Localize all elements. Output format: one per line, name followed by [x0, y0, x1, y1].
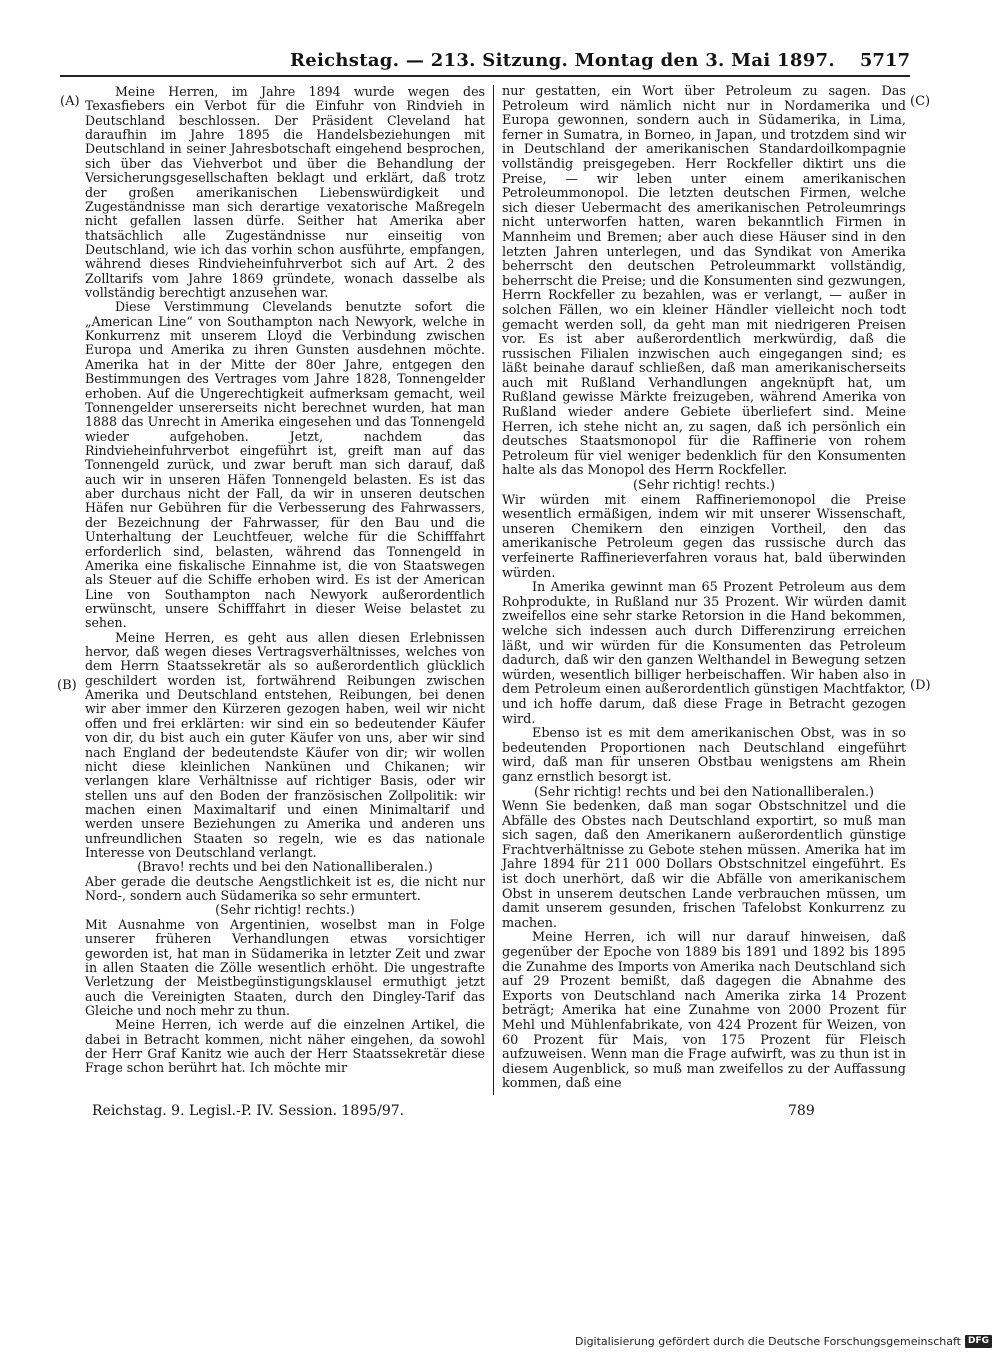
interjection-remark: (Sehr richtig! rechts.) [633, 478, 775, 494]
paragraph: Wenn Sie bedenken, daß man sogar Obstschnitzel und die Abfälle des Obstes nach Deutschland exportirt, so muß man sich sagen, daß den Amerikanern außerordentlich günstige Frachtverhältnisse zu Gebote stehen müssen. Amerika hat im Jahre 1894 für 211 000 Dollars Obstschnitzel eingeführt. Es ist doch unerhört, daß wir die Abfälle von amerikanischem Obst in unserem deutschen Lande verbrauchen müssen, um damit unserem gesunden, frischen Tafelobst Konkurrenz zu machen. [502, 799, 906, 931]
header-rule [60, 75, 910, 77]
margin-marker-b: (B) [57, 678, 77, 693]
paragraph: Meine Herren, ich will nur darauf hinweisen, daß gegenüber der Epoche von 1889 bis 1891 und 1892 bis 1895 die Zunahme des Imports von Amerika nach Deutschland sich auf 29 Prozent bemißt, daß dagegen die Abnahme des Exports von Deutschland nach Amerika zirka 14 Prozent beträgt; Amerika hat eine Zunahme von 2000 Prozent für Mehl und Mühlenfabrikate, von 424 Prozent für Weizen, von 60 Prozent für Mais, von 175 Prozent für Fleisch aufzuweisen. Wenn man die Frage aufwirft, was zu thun ist in diesem Augenblick, so muß man zweifellos zu der Auffassung kommen, daß eine [502, 930, 906, 1092]
interjection-remark: (Sehr richtig! rechts.) [215, 902, 355, 918]
margin-marker-a: (A) [60, 94, 80, 109]
paragraph: Aber gerade die deutsche Aengstlichkeit ist es, die nicht nur Nord-, sondern auch Südamerika so sehr ermuntert. [85, 873, 485, 904]
margin-marker-c: (C) [910, 94, 931, 109]
interjection-remark: (Bravo! rechts und bei den Nationalliberalen.) [137, 859, 433, 875]
column-divider [493, 85, 494, 1095]
paragraph: Mit Ausnahme von Argentinien, woselbst man in Folge unserer früheren Verhandlungen etwas vorsichtiger geworden ist, hat man in Südamerika in letzter Zeit und zwar in allen Staaten die Zölle wesentlich erhöht. Die ungestrafte Verletzung der Meistbegünstigungsklausel ermuthigt jetzt auch die Vereinigten Staaten, durch den Dingley-Tarif das Gleiche und noch mehr zu thun. [85, 916, 485, 1018]
paragraph: nur gestatten, ein Wort über Petroleum zu sagen. Das Petroleum wird nämlich nicht nur in Nordamerika und Europa gewonnen, sondern auch in Südamerika, in Lima, ferner in Sumatra, in Borneo, in Japan, und trotzdem sind wir in Deutschland der amerikanischen Standardoilkompagnie vollständig preisgegeben. Herr Rockfeller diktirt uns die Preise, — wir leben unter einem amerikanischen Petroleummonopol. Die letzten deutschen Firmen, welche sich dieser Uebermacht des amerikanischen Petroleumrings nicht unterworfen hatten, waren bekanntlich Firmen in Mannheim und Bremen; aber auch diese Häuser sind in den letzten Jahren unterlegen, und das Syndikat von Amerika beherrscht den deutschen Petroleummarkt vollständig, beherrscht die Preise; und die Konsumenten sind gezwungen, Herrn Rockfeller zu bezahlen, was er verlangt, — außer in solchen Fällen, wo ein kleiner Händler vielleicht noch todt gemacht werden soll, da geht man mit niedrigeren Preisen vor. Es ist aber außerordentlich merkwürdig, daß die russischen Filialen inzwischen auch eingegangen sind; es läßt beinahe darauf schließen, daß man amerikanischerseits auch mit Rußland Verhandlungen angeknüpft hat, um Rußland gewisse Märkte freizugeben, während Amerika von Rußland wieder andere Gebiete überliefert sind. Meine Herren, ich stehe nicht an, zu sagen, daß ich persönlich ein deutsches Staatsmonopol für die Raffinerie von rohem Petroleum für viel weniger bedenklich für den Konsumenten halte als das Monopol des Herrn Rockfeller. [502, 84, 906, 479]
left-column [85, 85, 485, 1076]
paragraph: Wir würden mit einem Raffineriemonopol die Preise wesentlich ermäßigen, indem wir mit unserer Wissenschaft, unseren Chemikern den einzigen Vortheil, den das amerikanische Petroleum gegen das russische durch das verfeinerte Raffinerieverfahren voraus hat, bald überwinden würden. [502, 492, 906, 581]
digitization-text: Digitalisierung gefördert durch die Deutsche Forschungsgemeinschaft [575, 1334, 961, 1348]
paragraph: In Amerika gewinnt man 65 Prozent Petroleum aus dem Rohprodukte, in Rußland nur 35 Prozent. Wir würden damit zweifellos eine sehr starke Retorsion in die Hand bekommen, welche sich indessen auch durch Differenzirung erreichen läßt, und wir würden für die Konsumenten das Petroleum dadurch, daß wir den ganzen Welthandel in Bewegung setzen würden, wesentlich billiger herbeischaffen. Wir haben also in dem Petroleum einen außerordentlich günstigen Machtfaktor, und ich hoffe darum, daß diese Frage in Betracht gezogen wird. [502, 580, 906, 727]
paragraph: Ebenso ist es mit dem amerikanischen Obst, was in so bedeutenden Proportionen nach Deutschland eingeführt wird, daß man für unseren Obstbau wenigstens am Rhein ganz ernstlich besorgt ist. [502, 726, 906, 785]
page-header [60, 44, 910, 74]
right-column [502, 85, 906, 1092]
header-title: Reichstag. — 213. Sitzung. Montag den 3. Mai 1897. [290, 50, 835, 71]
paragraph: Diese Verstimmung Clevelands benutzte sofort die „American Line“ von Southampton nach Newyork, welche in Konkurrenz mit unserem Lloyd die Verbindung zwischen Europa und Amerika zu ihren Gunsten ausdehnen möchte. Amerika hat in der Mitte der 80er Jahre, entgegen den Bestimmungen des Vertrages vom Jahre 1828, Tonnengelder erhoben. Auf die Ungerechtigkeit aufmerksam gemacht, weil Tonnengelder unsererseits nicht berechnet wurden, hat man 1888 das Unrecht in Amerika eingesehen und das Tonnengeld wieder aufgehoben. Jetzt, nachdem das Rindvieheinfuhrverbot eingeführt ist, greift man auf das Tonnengeld zurück, und zwar beruft man sich darauf, daß auch wir in unseren Häfen Tonnengeld belasten. Es ist das aber durchaus nicht der Fall, da wir in unseren deutschen Häfen nur Gebühren für die Verbesserung des Fahrwassers, der Bezeichnung der Fahrwasser, für den Bau und die Unterhaltung der Leuchtfeuer, welche für die Schifffahrt erforderlich sind, belasten, während das Tonnengeld in Amerika eine fiskalische Einnahme ist, die von Staatswegen als Steuer auf die Schiffe erhoben wird. Es ist der American Line von Southampton nach Newyork außerordentlich erwünscht, unsere Schifffahrt in dieser Weise belastet zu sehen. [85, 299, 485, 631]
header-page-number: 5717 [859, 50, 910, 71]
digitization-credit [575, 1334, 992, 1348]
interjection-remark: (Sehr richtig! rechts und bei den Nationalliberalen.) [533, 784, 875, 800]
paragraph: Meine Herren, es geht aus allen diesen Erlebnissen hervor, daß wegen dieses Vertragsverhältnisses, welches von dem Herrn Staatssekretär als so außerordentlich glücklich geschildert worden ist, fortwährend Reibungen zwischen Amerika und Deutschland entstehen, Reibungen, bei denen wir aber immer den Kürzeren gezogen haben, weil wir nicht offen und frei erklärten: wir sind ein so bedeutender Käufer von dir, du bist auch ein guter Käufer von uns, aber wir sind nach England der bedeutendste Käufer von dir; wir wollen nicht diese kleinlichen Nankünen und Chikanen; wir verlangen klare Verhältnisse auf richtiger Basis, oder wir stellen uns auf den Boden der französischen Zollpolitik: wir machen einen Maximaltarif und einen Minimaltarif und werden unsere Beziehungen zu Amerika und anderen uns unfreundlichen Staaten so regeln, wie es das nationale Interesse von Deutschland verlangt. [85, 629, 485, 861]
dfg-logo-icon: DFG [965, 1335, 992, 1348]
paragraph: Meine Herren, im Jahre 1894 wurde wegen des Texasfiebers ein Verbot für die Einfuhr von Rindvieh in Deutschland beschlossen. Der Präsident Cleveland hat daraufhin im Jahre 1895 die Handelsbeziehungen mit Deutschland in seiner Jahresbotschaft eingehend besprochen, sich über das Viehverbot und über die Behandlung der Versicherungsgesellschaften beklagt und erklärt, daß trotz der großen amerikanischen Liebenswürdigkeit und Zugeständnisse man sich derartige vexatorische Maßregeln nicht gefallen lassen dürfe. Seither hat Amerika aber thatsächlich alle Zugeständnisse nur einseitig von Deutschland, wie ich das vorhin schon ausführte, empfangen, während dieses Rindvieheinfuhrverbot sich auf Art. 2 des Zolltarifs vom Jahre 1869 gründete, wonach dasselbe als vollständig berechtigt anzusehen war. [85, 84, 485, 301]
footer-session-info: Reichstag. 9. Legisl.-P. IV. Session. 1895/97. [92, 1103, 405, 1119]
margin-marker-d: (D) [910, 678, 931, 693]
paragraph: Meine Herren, ich werde auf die einzelnen Artikel, die dabei in Betracht kommen, nicht näher eingehen, da sowohl der Herr Graf Kanitz wie auch der Herr Staatssekretär diese Frage schon berührt hat. Ich möchte mir [85, 1017, 485, 1076]
footer-sheet-number: 789 [788, 1103, 815, 1119]
